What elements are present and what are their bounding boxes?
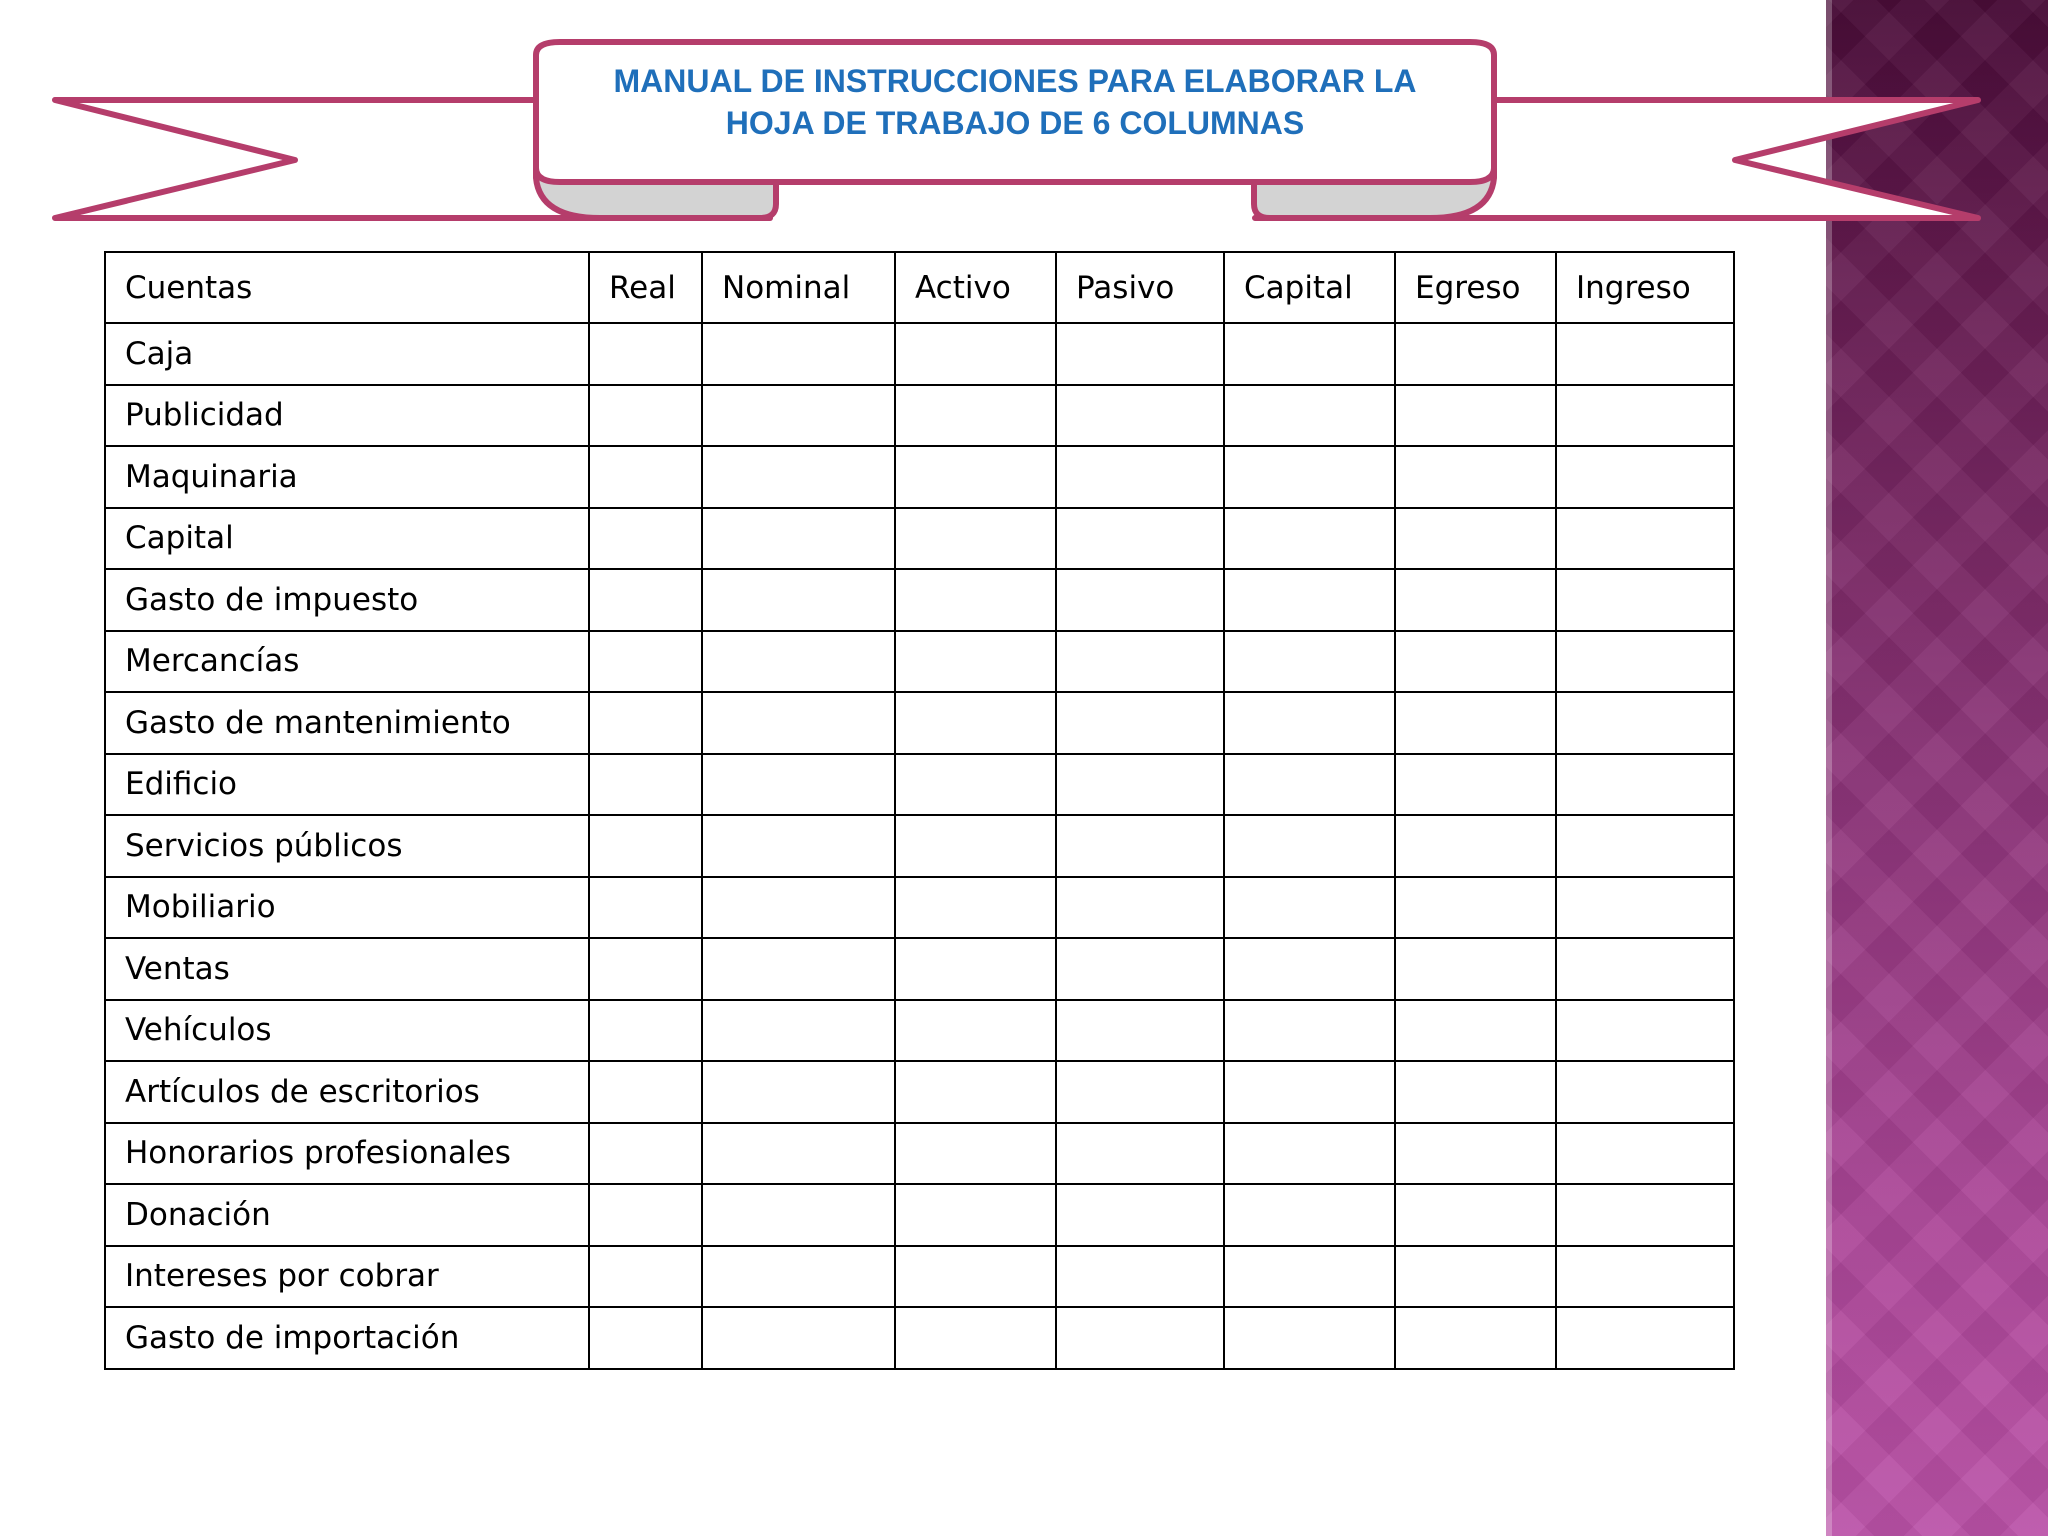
classification-cell[interactable]: [702, 754, 895, 816]
classification-cell[interactable]: [1556, 815, 1734, 877]
classification-cell[interactable]: [1056, 815, 1224, 877]
classification-cell[interactable]: [1056, 1184, 1224, 1246]
classification-cell[interactable]: [1556, 569, 1734, 631]
classification-cell[interactable]: [1224, 1184, 1395, 1246]
classification-cell[interactable]: [589, 754, 702, 816]
classification-cell[interactable]: [1056, 446, 1224, 508]
classification-cell[interactable]: [1224, 569, 1395, 631]
classification-cell[interactable]: [702, 631, 895, 693]
classification-cell[interactable]: [702, 877, 895, 939]
column-header-capital: Capital: [1224, 252, 1395, 323]
classification-cell[interactable]: [1056, 1000, 1224, 1062]
classification-cell[interactable]: [589, 938, 702, 1000]
classification-cell[interactable]: [589, 1184, 702, 1246]
account-name-cell: Gasto de mantenimiento: [105, 692, 589, 754]
classification-cell[interactable]: [589, 1246, 702, 1308]
classification-cell[interactable]: [589, 569, 702, 631]
classification-cell[interactable]: [1395, 938, 1556, 1000]
table-row: [105, 1307, 1734, 1369]
column-header-egreso: Egreso: [1395, 252, 1556, 323]
classification-cell[interactable]: [589, 1061, 702, 1123]
table-row: [105, 631, 1734, 693]
classification-cell[interactable]: [1556, 692, 1734, 754]
classification-cell[interactable]: [1395, 323, 1556, 385]
classification-cell[interactable]: [895, 508, 1056, 570]
classification-cell[interactable]: [1556, 1061, 1734, 1123]
classification-cell[interactable]: [1395, 692, 1556, 754]
table-row: [105, 385, 1734, 447]
table-row: [105, 446, 1734, 508]
classification-cell[interactable]: [589, 1000, 702, 1062]
classification-cell[interactable]: [1224, 754, 1395, 816]
classification-cell[interactable]: [1224, 938, 1395, 1000]
classification-cell[interactable]: [1056, 754, 1224, 816]
classification-cell[interactable]: [1556, 323, 1734, 385]
classification-cell[interactable]: [1056, 323, 1224, 385]
classification-cell[interactable]: [1395, 446, 1556, 508]
classification-cell[interactable]: [895, 877, 1056, 939]
classification-cell[interactable]: [589, 692, 702, 754]
column-header-cuentas: Cuentas: [105, 252, 589, 323]
classification-cell[interactable]: [1556, 631, 1734, 693]
classification-cell[interactable]: [895, 385, 1056, 447]
classification-cell[interactable]: [1556, 1246, 1734, 1308]
classification-cell[interactable]: [702, 446, 895, 508]
classification-cell[interactable]: [1395, 815, 1556, 877]
table-row: [105, 754, 1734, 816]
classification-cell[interactable]: [1395, 508, 1556, 570]
table-row: [105, 569, 1734, 631]
account-name-cell: Servicios públicos: [105, 815, 589, 877]
account-name-cell: Gasto de impuesto: [105, 569, 589, 631]
classification-cell[interactable]: [1556, 1000, 1734, 1062]
account-name-cell: Mercancías: [105, 631, 589, 693]
table-row: [105, 815, 1734, 877]
classification-cell[interactable]: [1224, 1123, 1395, 1185]
classification-cell[interactable]: [1224, 815, 1395, 877]
classification-cell[interactable]: [1224, 1246, 1395, 1308]
classification-cell[interactable]: [1056, 1246, 1224, 1308]
classification-cell[interactable]: [589, 815, 702, 877]
classification-cell[interactable]: [1224, 631, 1395, 693]
classification-cell[interactable]: [589, 877, 702, 939]
table-row: [105, 1246, 1734, 1308]
classification-cell[interactable]: [895, 754, 1056, 816]
page-title-line-2: HOJA DE TRABAJO DE 6 COLUMNAS: [725, 105, 1305, 141]
table-row: [105, 1000, 1734, 1062]
classification-cell[interactable]: [895, 692, 1056, 754]
classification-cell[interactable]: [895, 815, 1056, 877]
classification-cell[interactable]: [895, 631, 1056, 693]
classification-cell[interactable]: [1056, 508, 1224, 570]
account-name-cell: Honorarios profesionales: [105, 1123, 589, 1185]
classification-cell[interactable]: [1556, 385, 1734, 447]
classification-cell[interactable]: [589, 1123, 702, 1185]
classification-cell[interactable]: [1556, 938, 1734, 1000]
classification-cell[interactable]: [702, 1061, 895, 1123]
classification-cell[interactable]: [589, 323, 702, 385]
table-row: [105, 323, 1734, 385]
account-name-cell: Mobiliario: [105, 877, 589, 939]
classification-cell[interactable]: [702, 1123, 895, 1185]
classification-cell[interactable]: [702, 569, 895, 631]
classification-cell[interactable]: [589, 631, 702, 693]
classification-cell[interactable]: [1395, 1061, 1556, 1123]
classification-cell[interactable]: [1056, 938, 1224, 1000]
account-name-cell: Donación: [105, 1184, 589, 1246]
classification-cell[interactable]: [1395, 877, 1556, 939]
classification-cell[interactable]: [1224, 323, 1395, 385]
account-name-cell: Caja: [105, 323, 589, 385]
classification-cell[interactable]: [702, 1246, 895, 1308]
page-title-line-1: MANUAL DE INSTRUCCIONES PARA ELABORAR LA: [613, 63, 1417, 99]
classification-cell[interactable]: [895, 323, 1056, 385]
classification-cell[interactable]: [895, 446, 1056, 508]
classification-cell[interactable]: [1224, 1061, 1395, 1123]
classification-cell[interactable]: [702, 1307, 895, 1369]
account-name-cell: Vehículos: [105, 1000, 589, 1062]
classification-cell[interactable]: [702, 508, 895, 570]
table-row: [105, 877, 1734, 939]
classification-cell[interactable]: [1556, 1307, 1734, 1369]
classification-cell[interactable]: [1556, 754, 1734, 816]
classification-cell[interactable]: [895, 1061, 1056, 1123]
classification-cell[interactable]: [1556, 446, 1734, 508]
account-name-cell: Capital: [105, 508, 589, 570]
classification-cell[interactable]: [1395, 569, 1556, 631]
classification-cell[interactable]: [895, 1184, 1056, 1246]
classification-cell[interactable]: [1056, 1123, 1224, 1185]
classification-cell[interactable]: [1395, 1000, 1556, 1062]
table-row: [105, 508, 1734, 570]
classification-cell[interactable]: [702, 692, 895, 754]
table-body: [105, 323, 1734, 1369]
classification-cell[interactable]: [702, 1184, 895, 1246]
account-name-cell: Gasto de importación: [105, 1307, 589, 1369]
classification-cell[interactable]: [589, 385, 702, 447]
classification-cell[interactable]: [589, 508, 702, 570]
classification-cell[interactable]: [1056, 385, 1224, 447]
page-title: [540, 60, 1490, 144]
account-name-cell: Intereses por cobrar: [105, 1246, 589, 1308]
classification-cell[interactable]: [702, 815, 895, 877]
table-row: [105, 938, 1734, 1000]
classification-cell[interactable]: [1395, 631, 1556, 693]
classification-cell[interactable]: [1395, 1307, 1556, 1369]
classification-cell[interactable]: [895, 569, 1056, 631]
classification-cell[interactable]: [1395, 754, 1556, 816]
classification-cell[interactable]: [1056, 1307, 1224, 1369]
account-name-cell: Publicidad: [105, 385, 589, 447]
classification-cell[interactable]: [1224, 508, 1395, 570]
classification-cell[interactable]: [895, 1246, 1056, 1308]
classification-cell[interactable]: [895, 1123, 1056, 1185]
classification-cell[interactable]: [589, 446, 702, 508]
classification-cell[interactable]: [1395, 385, 1556, 447]
classification-cell[interactable]: [1556, 1123, 1734, 1185]
account-name-cell: Maquinaria: [105, 446, 589, 508]
classification-cell[interactable]: [1056, 692, 1224, 754]
table-row: [105, 1061, 1734, 1123]
classification-cell[interactable]: [1556, 508, 1734, 570]
classification-cell[interactable]: [1056, 1061, 1224, 1123]
classification-cell[interactable]: [1224, 692, 1395, 754]
classification-cell[interactable]: [1556, 1184, 1734, 1246]
table-row: [105, 1184, 1734, 1246]
classification-cell[interactable]: [895, 1000, 1056, 1062]
classification-cell[interactable]: [1395, 1246, 1556, 1308]
classification-cell[interactable]: [1056, 877, 1224, 939]
classification-cell[interactable]: [702, 323, 895, 385]
classification-cell[interactable]: [702, 1000, 895, 1062]
table-header-row: [105, 252, 1734, 323]
classification-cell[interactable]: [1056, 631, 1224, 693]
classification-cell[interactable]: [1224, 446, 1395, 508]
column-header-nominal: Nominal: [702, 252, 895, 323]
classification-cell[interactable]: [895, 1307, 1056, 1369]
table-row: [105, 692, 1734, 754]
column-header-pasivo: Pasivo: [1056, 252, 1224, 323]
column-header-real: Real: [589, 252, 702, 323]
classification-cell[interactable]: [1556, 877, 1734, 939]
account-name-cell: Edificio: [105, 754, 589, 816]
classification-cell[interactable]: [1056, 569, 1224, 631]
classification-cell[interactable]: [1395, 1184, 1556, 1246]
classification-cell[interactable]: [1224, 1000, 1395, 1062]
classification-cell[interactable]: [1224, 1307, 1395, 1369]
classification-cell[interactable]: [895, 938, 1056, 1000]
account-name-cell: Ventas: [105, 938, 589, 1000]
classification-cell[interactable]: [1224, 877, 1395, 939]
classification-cell[interactable]: [702, 938, 895, 1000]
classification-cell[interactable]: [1224, 385, 1395, 447]
column-header-activo: Activo: [895, 252, 1056, 323]
classification-cell[interactable]: [1395, 1123, 1556, 1185]
worksheet-table: [104, 251, 1735, 1370]
account-name-cell: Artículos de escritorios: [105, 1061, 589, 1123]
table-row: [105, 1123, 1734, 1185]
classification-cell[interactable]: [702, 385, 895, 447]
classification-cell[interactable]: [589, 1307, 702, 1369]
column-header-ingreso: Ingreso: [1556, 252, 1734, 323]
